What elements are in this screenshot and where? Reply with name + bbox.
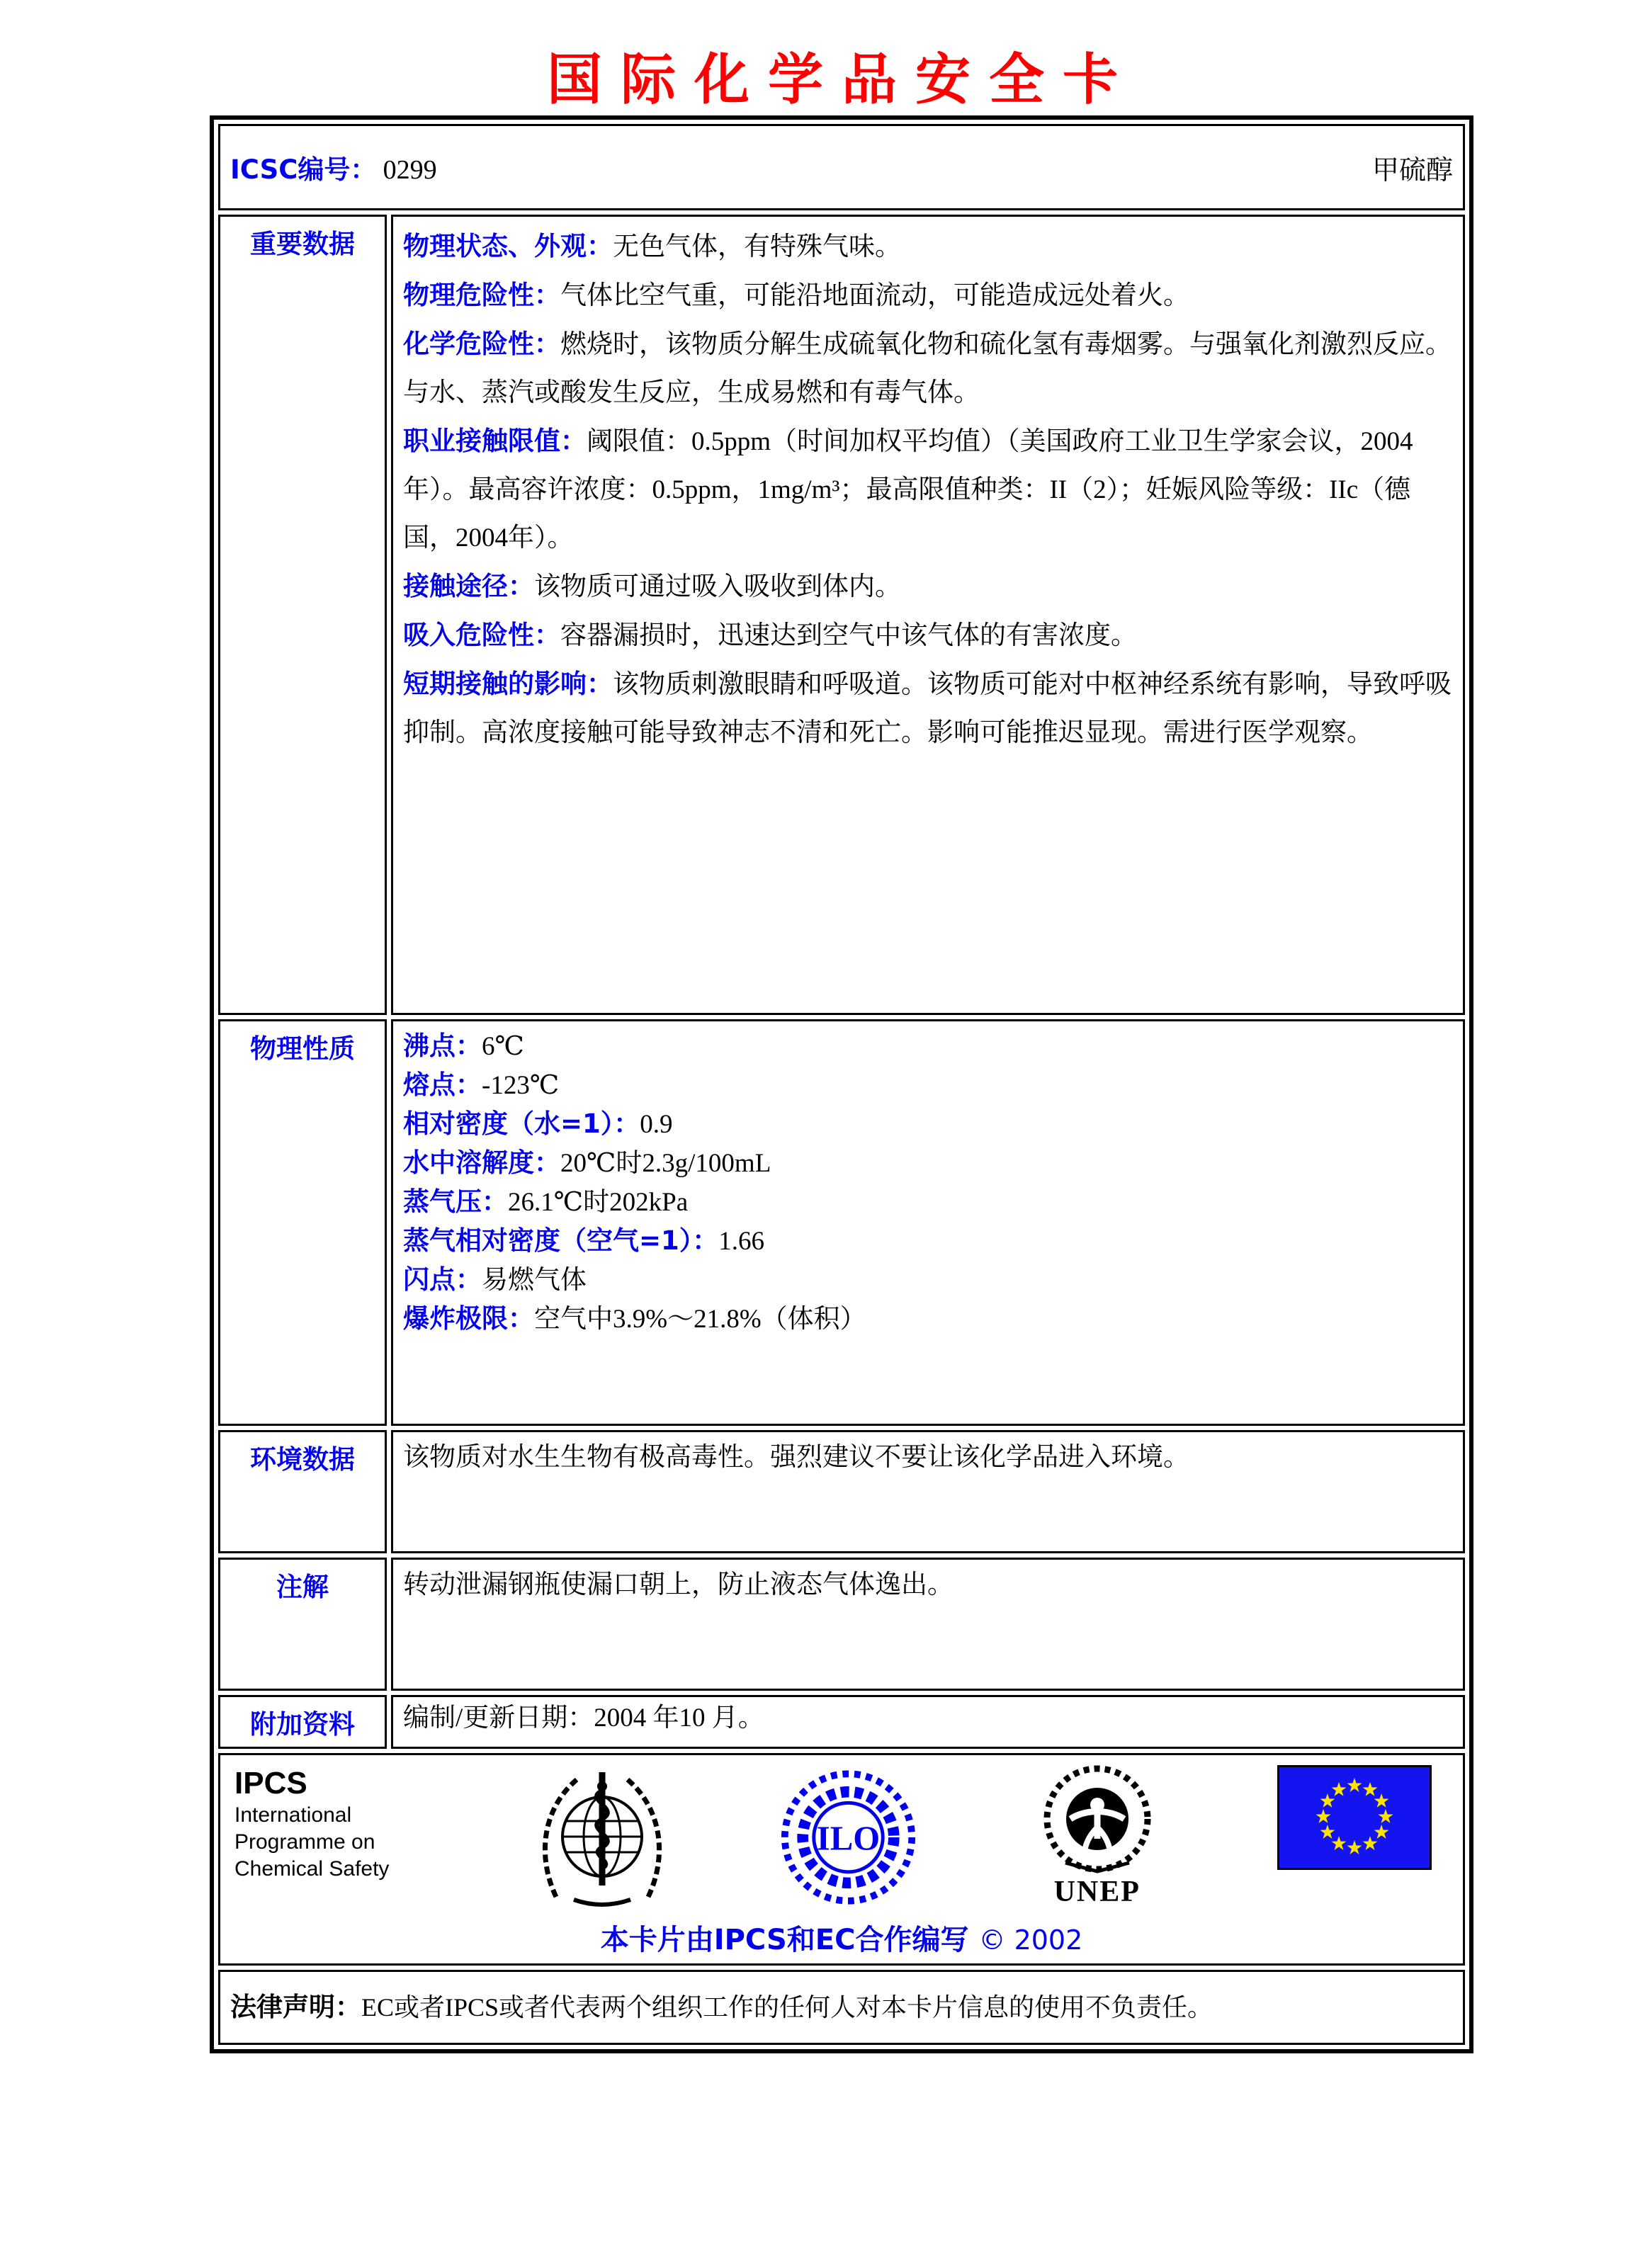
field-value: 无色气体，有特殊气味。 (613, 232, 901, 261)
field-label: 短期接触的影响： (403, 669, 613, 699)
physical-item (403, 1183, 1453, 1222)
field-value: 容器漏损时，迅速达到空气中该气体的有害浓度。 (560, 621, 1137, 650)
field-label: 爆炸极限： (403, 1303, 534, 1334)
cooperation-caption (230, 1917, 1453, 1958)
field-label: 物理状态、外观： (403, 231, 613, 261)
important-data-content (391, 215, 1465, 1015)
ilo-letters: ILO (816, 1819, 880, 1858)
prepared-date-label: 编制/更新日期： (403, 1703, 594, 1733)
field-value: 燃烧时，该物质分解生成硫氧化物和硫化氢有毒烟雾。与强氧化剂激烈反应。与水、蒸汽或酸发生反应，生成易燃和有毒气体。 (403, 330, 1452, 407)
legal-label: 法律声明： (230, 1991, 361, 2022)
ipcs-acronym: IPCS (234, 1766, 307, 1801)
legal-cell (218, 1970, 1465, 2045)
field-label: 蒸气相对密度（空气=1）： (403, 1225, 719, 1256)
important-data-row (218, 215, 1465, 1015)
field-value: 6℃ (482, 1032, 524, 1061)
section-title-environment: 环境数据 (218, 1430, 387, 1553)
important-item (403, 611, 1453, 660)
physical-item (403, 1105, 1453, 1144)
icsc-number-value: 0299 (383, 155, 437, 185)
notes-content: 转动泄漏钢瓶使漏口朝上，防止液态气体逸出。 (391, 1558, 1465, 1691)
legal-text: EC或者IPCS或者代表两个组织工作的任何人对本卡片信息的使用不负责任。 (361, 1992, 1213, 2022)
important-item (403, 660, 1453, 757)
field-label: 接触途径： (403, 571, 534, 601)
who-emblem-icon (535, 1765, 669, 1910)
section-title-notes: 注解 (218, 1558, 387, 1691)
field-label: 化学危险性： (403, 329, 560, 359)
footer-row (218, 1753, 1465, 1966)
ipcs-line: Programme on (234, 1830, 375, 1854)
field-label: 蒸气压： (403, 1186, 508, 1217)
chemical-name: 甲硫醇 (1371, 155, 1453, 186)
section-title-important: 重要数据 (218, 215, 387, 1015)
additional-info-row (218, 1695, 1465, 1749)
field-value: 空气中3.9%～21.8%（体积） (534, 1305, 866, 1334)
field-value: 阈限值：0.5ppm（时间加权平均值）（美国政府工业卫生学家会议，2004年）。最高容许浓度：0.5ppm，1mg/m³；最高限值种类：II（2）；妊娠风险等级：IIc（德国，2004年）。 (403, 427, 1413, 552)
field-value: 易燃气体 (482, 1266, 587, 1295)
important-item (403, 320, 1453, 417)
physical-item (403, 1300, 1453, 1339)
field-value: 气体比空气重，可能沿地面流动，可能造成远处着火。 (560, 281, 1189, 310)
field-value: 1.66 (718, 1227, 764, 1256)
additional-info-content (391, 1695, 1465, 1749)
physical-item (403, 1066, 1453, 1105)
icsc-number-group (230, 148, 437, 186)
notes-row (218, 1558, 1465, 1691)
field-value: 26.1℃时202kPa (508, 1188, 689, 1217)
header-cell (218, 124, 1465, 210)
section-title-physical: 物理性质 (218, 1019, 387, 1426)
prepared-date-value: 2004 年10 月。 (594, 1703, 764, 1733)
copyright-year: © 2002 (978, 1924, 1083, 1956)
ipcs-line: International (234, 1803, 352, 1827)
ipcs-block (234, 1765, 426, 1883)
field-label: 水中溶解度： (403, 1147, 560, 1178)
physical-properties-content (391, 1019, 1465, 1426)
cooperation-caption-text: 本卡片由IPCS和EC合作编写 (600, 1924, 969, 1956)
header-row (218, 124, 1465, 210)
icsc-number-label: ICSC编号： (230, 154, 377, 185)
environment-content: 该物质对水生生物有极高毒性。强烈建议不要让该化学品进入环境。 (391, 1430, 1465, 1553)
important-item (403, 417, 1453, 562)
icsc-card-table (210, 115, 1473, 2053)
field-label: 熔点： (403, 1070, 482, 1100)
unep-letters: UNEP (1053, 1876, 1141, 1908)
field-label: 物理危险性： (403, 280, 560, 310)
physical-item (403, 1261, 1453, 1300)
field-value: -123℃ (482, 1071, 560, 1100)
field-label: 闪点： (403, 1264, 482, 1295)
physical-item (403, 1222, 1453, 1261)
field-label: 职业接触限值： (403, 426, 587, 456)
important-item (403, 271, 1453, 320)
field-value: 0.9 (640, 1110, 673, 1139)
page-title: 国际化学品安全卡 (546, 48, 1136, 112)
section-title-additional: 附加资料 (218, 1695, 387, 1749)
physical-item (403, 1144, 1453, 1183)
ilo-emblem-icon (779, 1765, 917, 1910)
physical-properties-row (218, 1019, 1465, 1426)
ipcs-line: Chemical Safety (234, 1857, 390, 1881)
legal-row (218, 1970, 1465, 2045)
environment-row (218, 1430, 1465, 1553)
field-value: 20℃时2.3g/100mL (560, 1149, 771, 1178)
important-item (403, 562, 1453, 611)
eu-flag-icon (1277, 1765, 1432, 1870)
unep-emblem-icon (1026, 1765, 1168, 1907)
field-label: 吸入危险性： (403, 620, 560, 650)
field-value: 该物质可通过吸入吸收到体内。 (534, 572, 901, 601)
field-label: 相对密度（水=1）： (403, 1109, 640, 1139)
field-value: 该物质刺激眼睛和呼吸道。该物质可能对中枢神经系统有影响，导致呼吸抑制。高浓度接触可能导致神志不清和死亡。影响可能推迟显现。需进行医学观察。 (403, 670, 1452, 747)
physical-item (403, 1027, 1453, 1066)
footer-cell (218, 1753, 1465, 1966)
field-label: 沸点： (403, 1031, 482, 1061)
important-item (403, 222, 1453, 271)
